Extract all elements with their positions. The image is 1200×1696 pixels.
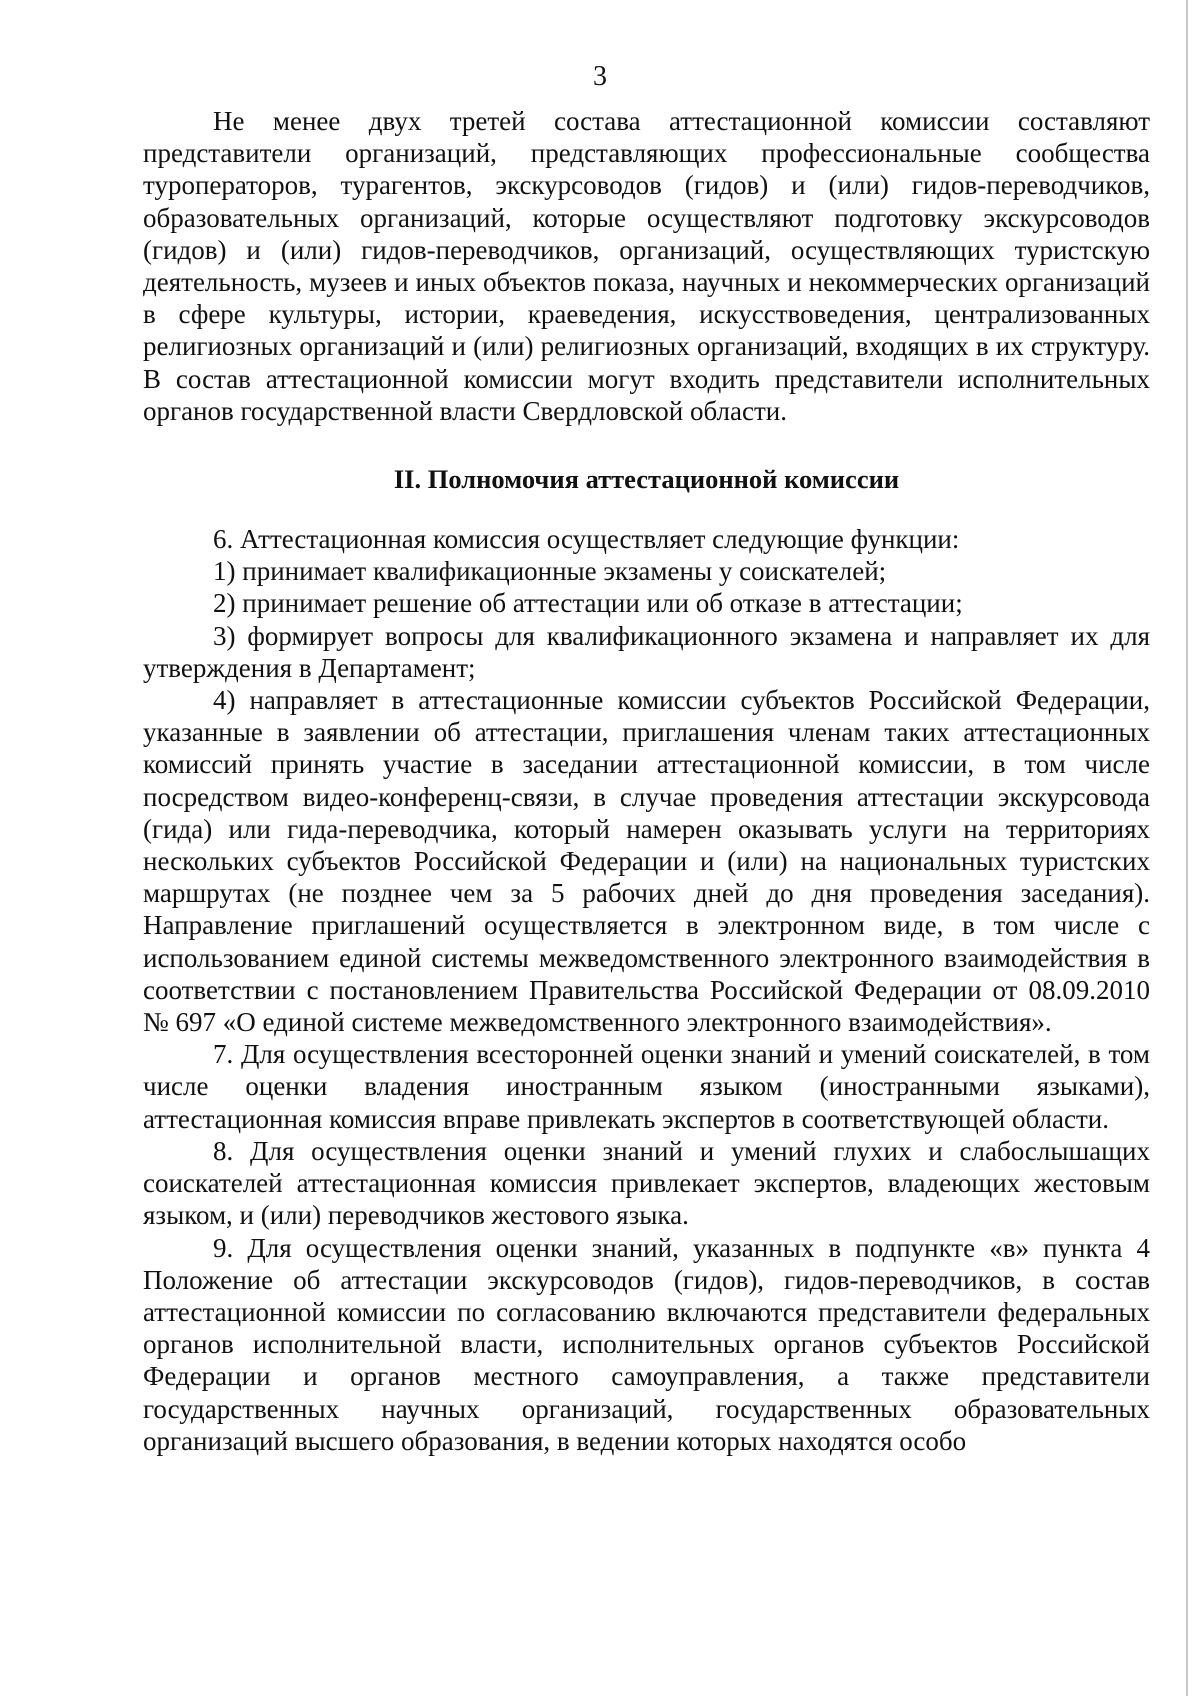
paragraph-subitem-1: 1) принимает квалификационные экзамены у соискателей; <box>213 556 887 587</box>
page-number: 3 <box>593 61 607 92</box>
paragraph-subitem-2: 2) принимает решение об аттестации или об отказе в аттестации; <box>213 588 963 619</box>
paragraph-item-8: 8. Для осуществления оценки знаний и умений глухих и слабослышащих соискателей аттестационная комиссия привлекает экспертов, владеющих жестовым языком, и (или) переводчиков жестового языка. <box>143 1135 1150 1231</box>
scan-edge-line <box>1186 0 1188 1696</box>
paragraph-commission-composition: Не менее двух третей состава аттестационной комиссии составляют представители организаций, представляющих профессиональные сообщества туроператоров, турагентов, экскурсоводов (гидов) и (или) гидов-переводчиков, образовательных организаций, которые осуществляют подготовку экскурсоводов (гидов) и (или) гидов-переводчиков, организаций, осуществляющих туристскую деятельность, музеев и иных объектов показа, научных и некоммерческих организаций в сфере культуры, истории, краеведения, искусствоведения, централизованных религиозных организаций и (или) религиозных организаций, входящих в их структуру. В состав аттестационной комиссии могут входить представители исполнительных органов государственной власти Свердловской области. <box>143 106 1150 426</box>
paragraph-item-7: 7. Для осуществления всесторонней оценки знаний и умений соискателей, в том числе оценки владения иностранным языком (иностранными языками), аттестационная комиссия вправе привлекать экспертов в соответствующей области. <box>143 1039 1150 1134</box>
paragraph-item-9: 9. Для осуществления оценки знаний, указанных в подпункте «в» пункта 4 Положение об аттестации экскурсоводов (гидов), гидов-переводчиков, в состав аттестационной комиссии по согласованию включаются представители федеральных органов исполнительной власти, исполнительных органов субъектов Российской Федерации и органов местного самоуправления, а также представители государственных научных организаций, государственных образовательных организаций высшего образования, в ведении которых находятся особо <box>143 1232 1150 1456</box>
paragraph-subitem-4: 4) направляет в аттестационные комиссии субъектов Российской Федерации, указанные в заявлении об аттестации, приглашения членам таких аттестационных комиссий принять участие в заседании аттестационной комиссии, в том числе посредством видео-конференц-связи, в случае проведения аттестации экскурсовода (гида) или гида-переводчика, который намерен оказывать услуги на территориях нескольких субъектов Российской Федерации и (или) на национальных туристских маршрутах (не позднее чем за 5 рабочих дней до дня проведения заседания). Направление приглашений осуществляется в электронном виде, в том числе с использованием единой системы межведомственного электронного взаимодействия в соответствии с постановлением Правительства Российской Федерации от 08.09.2010 № 697 «О единой системе межведомственного электронного взаимодействия». <box>143 685 1150 1038</box>
paragraph-subitem-3: 3) формирует вопросы для квалификационного экзамена и направляет их для утверждения в Департамент; <box>143 620 1150 683</box>
document-body <box>143 105 1150 1457</box>
paragraph-item-6: 6. Аттестационная комиссия осуществляет следующие функции: <box>213 524 960 555</box>
section-title: II. Полномочия аттестационной комиссии <box>393 464 900 495</box>
